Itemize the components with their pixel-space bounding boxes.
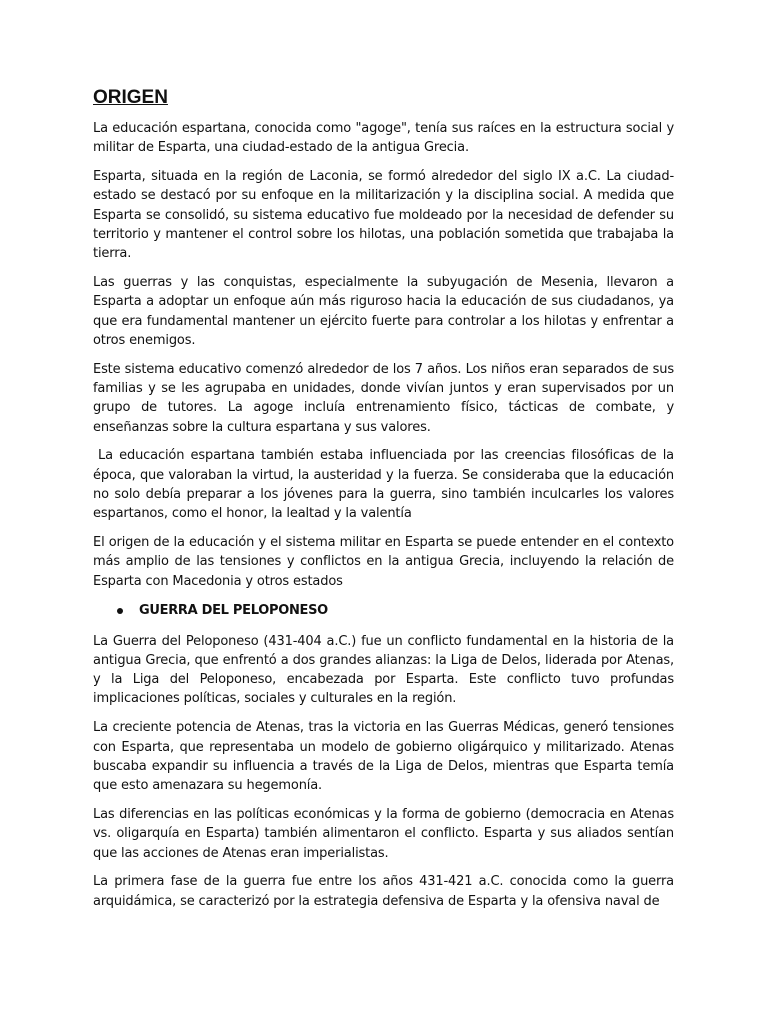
bullet-icon <box>117 608 123 614</box>
paragraph-guerra-4: La primera fase de la guerra fue entre los años 431-421 a.C. conocida como la guerra arquidámica, se caracterizó por la estrategia defensiva de Esparta y la ofensiva naval de <box>93 874 674 909</box>
paragraph-guerra-3: Las diferencias en las políticas económicas y la forma de gobierno (democracia en Atenas vs. oligarquía en Esparta) también alimentaron el conflicto. Esparta y sus aliados sentían que las acciones de Atenas eran imperialistas. <box>93 806 674 861</box>
paragraph-origen-6: El origen de la educación y el sistema militar en Esparta se puede entender en el contexto más amplio de las tensiones y conflictos en la antigua Grecia, incluyendo la relación de Esparta con Macedonia y otros estados <box>93 535 674 589</box>
document-page <box>93 86 674 920</box>
paragraph-origen-5: La educación espartana también estaba influenciada por las creencias filosóficas de la época, que valoraban la virtud, la austeridad y la fuerza. Se consideraba que la educación no solo debía preparar a los jóvenes para la guerra, sino también inculcarles los valores espartanos, como el honor, la lealtad y la valentía <box>93 448 674 522</box>
paragraph-origen-3: Las guerras y las conquistas, especialmente la subyugación de Mesenia, llevaron a Esparta a adoptar un enfoque aún más riguroso hacia la educación de sus ciudadanos, ya que era fundamental mantener un ejército fuerte para controlar a los hilotas y enfrentar a otros enemigos. <box>93 275 674 348</box>
paragraph-guerra-1: La Guerra del Peloponeso (431-404 a.C.) fue un conflicto fundamental en la historia de la antigua Grecia, que enfrentó a dos grandes alianzas: la Liga de Delos, liderada por Atenas, y la Liga del Peloponeso, encabezada por Esparta. Este conflicto tuvo profundas implicaciones políticas, sociales y culturales en la región. <box>93 633 674 707</box>
section-heading-origen: ORIGEN <box>93 87 168 108</box>
paragraph-origen-2: Esparta, situada en la región de Laconia, se formó alrededor del siglo IX a.C. La ciudad-estado se destacó por su enfoque en la militarización y la disciplina social. A medida que Esparta se consolidó, su sistema educativo fue moldeado por la necesidad de defender su territorio y mantener el control sobre los hilotas, una población sometida que trabajaba la tierra. <box>93 169 674 262</box>
paragraph-origen-4: Este sistema educativo comenzó alrededor de los 7 años. Los niños eran separados de sus familias y se les agrupaba en unidades, donde vivían juntos y eran supervisados por un grupo de tutores. La agoge incluía entrenamiento físico, tácticas de combate, y enseñanzas sobre la cultura espartana y sus valores. <box>93 361 674 435</box>
bullet-item-guerra <box>93 601 674 621</box>
paragraph-origen-1: La educación espartana, conocida como "agoge", tenía sus raíces en la estructura social y militar de Esparta, una ciudad-estado de la antigua Grecia. <box>93 121 674 156</box>
paragraph-guerra-2: La creciente potencia de Atenas, tras la victoria en las Guerras Médicas, generó tensiones con Esparta, que representaba un modelo de gobierno oligárquico y militarizado. Atenas buscaba expandir su influencia a través de la Liga de Delos, mientras que Esparta temía que esto amenazara su hegemonía. <box>93 720 674 794</box>
bullet-heading-guerra: GUERRA DEL PELOPONESO <box>139 603 328 619</box>
